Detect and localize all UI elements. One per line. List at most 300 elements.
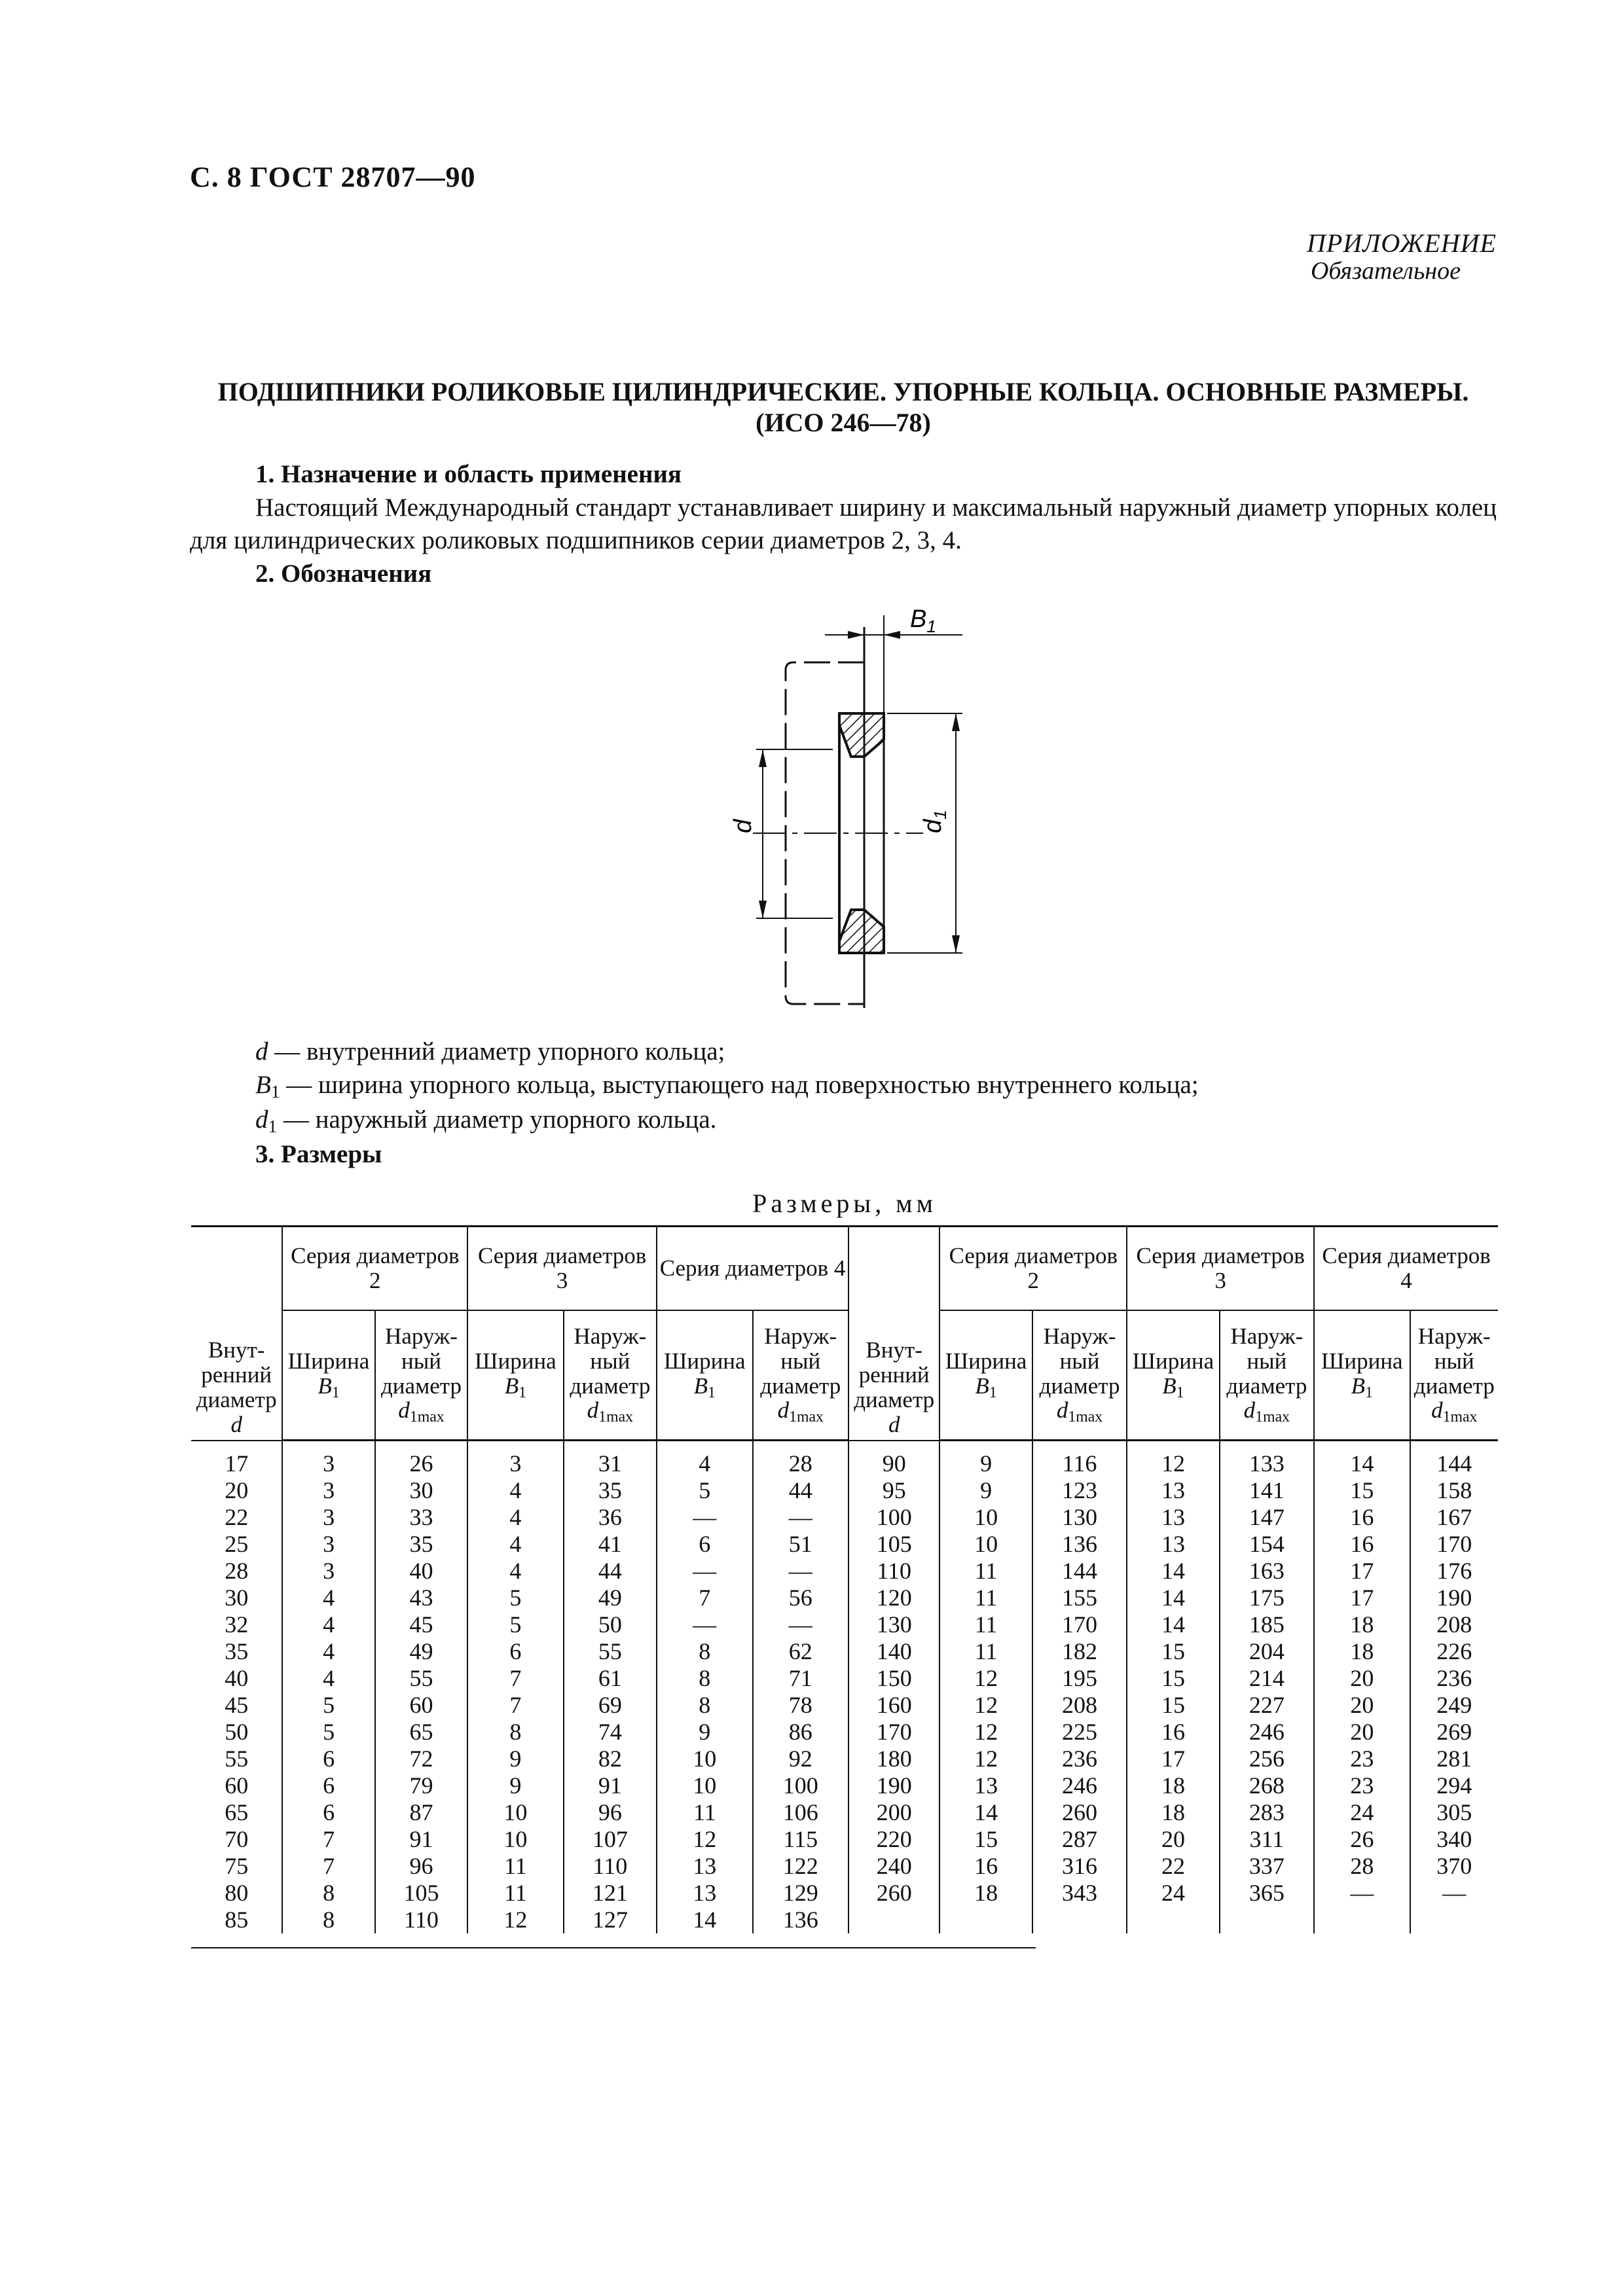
- table-cell: 15: [1127, 1638, 1219, 1665]
- table-cell: 11: [939, 1585, 1032, 1611]
- table-cell: 8: [282, 1907, 374, 1933]
- table-cell: —: [753, 1558, 848, 1585]
- appendix-title: ПРИЛОЖЕНИЕ: [1307, 228, 1497, 258]
- table-cell: 163: [1220, 1558, 1314, 1585]
- table-cell: 158: [1410, 1477, 1498, 1504]
- table-cell: 4: [282, 1585, 374, 1611]
- header-series-3-left: Серия диаметров 3: [467, 1227, 657, 1311]
- table-cell: 236: [1410, 1665, 1498, 1692]
- table-cell: 96: [564, 1799, 657, 1826]
- table-cell: 154: [1220, 1531, 1314, 1558]
- table-cell: 283: [1220, 1799, 1314, 1826]
- table-cell: 4: [282, 1611, 374, 1638]
- table-cell: 4: [467, 1477, 563, 1504]
- table-cell: 9: [467, 1772, 563, 1799]
- table-cell: 240: [848, 1853, 939, 1880]
- table-cell: 3: [282, 1441, 374, 1478]
- table-row: [191, 1907, 1498, 1933]
- table-cell: 294: [1410, 1772, 1498, 1799]
- section-3-heading: 3. Размеры: [255, 1140, 382, 1169]
- table-cell: 23: [1314, 1746, 1410, 1772]
- table-row: [191, 1746, 1498, 1772]
- table-cell: 6: [282, 1772, 374, 1799]
- table-cell: 14: [1127, 1558, 1219, 1585]
- table-row: [191, 1880, 1498, 1907]
- table-cell: 4: [282, 1665, 374, 1692]
- table-cell: 10: [939, 1504, 1032, 1531]
- table-cell: 12: [467, 1907, 563, 1933]
- table-cell: 28: [191, 1558, 282, 1585]
- section-1: [190, 458, 1497, 591]
- table-cell: 316: [1032, 1853, 1127, 1880]
- table-cell: 79: [375, 1772, 467, 1799]
- table-cell: 227: [1220, 1692, 1314, 1719]
- table-cell: 120: [848, 1585, 939, 1611]
- table-cell: [848, 1907, 939, 1933]
- table-cell: 260: [848, 1880, 939, 1907]
- table-cell: 12: [939, 1719, 1032, 1746]
- table-cell: 17: [1314, 1558, 1410, 1585]
- table-cell: 141: [1220, 1477, 1314, 1504]
- table-cell: 343: [1032, 1880, 1127, 1907]
- table-cell: 69: [564, 1692, 657, 1719]
- table-cell: 200: [848, 1799, 939, 1826]
- table-cell: 85: [191, 1907, 282, 1933]
- table-cell: 5: [467, 1585, 563, 1611]
- table-cell: 28: [753, 1441, 848, 1478]
- table-body: [191, 1441, 1498, 1934]
- table-cell: 287: [1032, 1826, 1127, 1853]
- table-cell: —: [1410, 1880, 1498, 1907]
- header-outer-diameter: Наруж- ный диаметр d1max: [1410, 1310, 1498, 1441]
- table-cell: 55: [375, 1665, 467, 1692]
- table-cell: 62: [753, 1638, 848, 1665]
- header-series-4-right: Серия диаметров 4: [1314, 1227, 1498, 1311]
- table-cell: 110: [564, 1853, 657, 1880]
- table-cell: 55: [564, 1638, 657, 1665]
- table-cell: 136: [1032, 1531, 1127, 1558]
- table-cell: 9: [939, 1477, 1032, 1504]
- table-cell: 49: [564, 1585, 657, 1611]
- header-width: Ширина B1: [657, 1310, 752, 1441]
- table-row: [191, 1504, 1498, 1531]
- table-cell: 110: [848, 1558, 939, 1585]
- table-cell: 195: [1032, 1665, 1127, 1692]
- table-cell: 20: [191, 1477, 282, 1504]
- table-cell: 150: [848, 1665, 939, 1692]
- table-cell: —: [1314, 1880, 1410, 1907]
- table-cell: 7: [282, 1853, 374, 1880]
- table-cell: 6: [657, 1531, 752, 1558]
- table-cell: 45: [375, 1611, 467, 1638]
- table-cell: 122: [753, 1853, 848, 1880]
- table-cell: 35: [564, 1477, 657, 1504]
- table-cell: 136: [753, 1907, 848, 1933]
- header-outer-diameter: Наруж- ный диаметр d1max: [1032, 1310, 1127, 1441]
- table-cell: 175: [1220, 1585, 1314, 1611]
- table-cell: 107: [564, 1826, 657, 1853]
- table-cell: 90: [848, 1441, 939, 1478]
- table-row: [191, 1772, 1498, 1799]
- table-cell: [1127, 1907, 1219, 1933]
- d1-arrow-top: [952, 713, 960, 731]
- table-cell: 71: [753, 1665, 848, 1692]
- table-cell: 10: [657, 1746, 752, 1772]
- d1-arrow-bottom: [952, 935, 960, 953]
- legend-b1: $B_1$ — ширина упорного кольца, выступающего над поверхностью внутреннего кольца;: [255, 1070, 1199, 1102]
- table-cell: 220: [848, 1826, 939, 1853]
- table-cell: 116: [1032, 1441, 1127, 1478]
- legend-d1: $d_1$ — наружный диаметр упорного кольца.: [255, 1105, 717, 1136]
- table-cell: 18: [1127, 1799, 1219, 1826]
- table-cell: 12: [939, 1665, 1032, 1692]
- table-cell: 78: [753, 1692, 848, 1719]
- table-cell: 8: [657, 1665, 752, 1692]
- table-cell: 20: [1314, 1719, 1410, 1746]
- table-cell: 226: [1410, 1638, 1498, 1665]
- table-row: [191, 1585, 1498, 1611]
- table-cell: 17: [191, 1441, 282, 1478]
- d-label: d: [729, 819, 757, 833]
- table-caption: Размеры, мм: [752, 1189, 937, 1218]
- table-cell: 17: [1314, 1585, 1410, 1611]
- table-cell: 7: [467, 1665, 563, 1692]
- table-cell: 214: [1220, 1665, 1314, 1692]
- table-cell: 15: [1127, 1692, 1219, 1719]
- table-cell: 31: [564, 1441, 657, 1478]
- ring-section-bottom: [839, 910, 884, 953]
- table-cell: 18: [1314, 1638, 1410, 1665]
- table-cell: 365: [1220, 1880, 1314, 1907]
- table-cell: 50: [191, 1719, 282, 1746]
- table-cell: 75: [191, 1853, 282, 1880]
- table-cell: 10: [467, 1826, 563, 1853]
- table-cell: 249: [1410, 1692, 1498, 1719]
- header-inner-diameter-right: Внут- ренний диаметр d: [848, 1227, 939, 1441]
- symbols-legend: [255, 1035, 1199, 1172]
- table-row: [191, 1441, 1498, 1478]
- table-cell: [1410, 1907, 1498, 1933]
- table-cell: 7: [467, 1692, 563, 1719]
- table-cell: 16: [939, 1853, 1032, 1880]
- table-cell: 6: [282, 1746, 374, 1772]
- table-row: [191, 1826, 1498, 1853]
- table-cell: 4: [282, 1638, 374, 1665]
- table-cell: 25: [191, 1531, 282, 1558]
- header-outer-diameter: Наруж- ный диаметр d1max: [753, 1310, 848, 1441]
- table-cell: 190: [1410, 1585, 1498, 1611]
- table-cell: 144: [1410, 1441, 1498, 1478]
- table-cell: 12: [939, 1746, 1032, 1772]
- table-cell: 50: [564, 1611, 657, 1638]
- table-cell: 30: [375, 1477, 467, 1504]
- header-series-3-right: Серия диаметров 3: [1127, 1227, 1314, 1311]
- table-cell: 11: [939, 1558, 1032, 1585]
- table-cell: 167: [1410, 1504, 1498, 1531]
- table-cell: 110: [375, 1907, 467, 1933]
- table-cell: 44: [564, 1558, 657, 1585]
- ring-section-top: [839, 713, 884, 757]
- table-cell: 95: [848, 1477, 939, 1504]
- table-cell: 147: [1220, 1504, 1314, 1531]
- header-outer-diameter: Наруж- ный диаметр d1max: [1220, 1310, 1314, 1441]
- table-cell: [1314, 1907, 1410, 1933]
- document-title: [190, 376, 1497, 438]
- table-cell: —: [753, 1504, 848, 1531]
- section-2-heading: 2. Обозначения: [255, 560, 432, 588]
- table-cell: 14: [1127, 1611, 1219, 1638]
- page-header: С. 8 ГОСТ 28707—90: [190, 161, 476, 193]
- section-1-text: Настоящий Международный стандарт устанавливает ширину и максимальный наружный диаметр упорных колец для цилиндрических роликовых подшипников серии диаметров 2, 3, 4.: [190, 493, 1497, 555]
- table-cell: 74: [564, 1719, 657, 1746]
- table-cell: 12: [657, 1826, 752, 1853]
- header-width: Ширина B1: [467, 1310, 563, 1441]
- d-arrow-bottom: [759, 901, 767, 918]
- table-cell: 87: [375, 1799, 467, 1826]
- header-width: Ширина B1: [939, 1310, 1032, 1441]
- table-row: [191, 1611, 1498, 1638]
- table-cell: 4: [467, 1504, 563, 1531]
- table-cell: 14: [1127, 1585, 1219, 1611]
- d-arrow-top: [759, 749, 767, 767]
- table-cell: 41: [564, 1531, 657, 1558]
- table-cell: 9: [467, 1746, 563, 1772]
- table-cell: 129: [753, 1880, 848, 1907]
- table-cell: 9: [939, 1441, 1032, 1478]
- table-cell: 11: [939, 1638, 1032, 1665]
- table-cell: 14: [1314, 1441, 1410, 1478]
- table-cell: 16: [1314, 1531, 1410, 1558]
- table-cell: 3: [282, 1531, 374, 1558]
- table-cell: 8: [657, 1692, 752, 1719]
- table-row: [191, 1719, 1498, 1746]
- table-cell: 180: [848, 1746, 939, 1772]
- table-cell: 28: [1314, 1853, 1410, 1880]
- table-cell: 17: [1127, 1746, 1219, 1772]
- table-cell: 7: [282, 1826, 374, 1853]
- table-cell: 60: [375, 1692, 467, 1719]
- table-cell: 15: [1314, 1477, 1410, 1504]
- table-cell: 36: [564, 1504, 657, 1531]
- table-cell: 10: [467, 1799, 563, 1826]
- table-cell: 8: [282, 1880, 374, 1907]
- table-cell: 96: [375, 1853, 467, 1880]
- table-cell: 100: [753, 1772, 848, 1799]
- table-cell: 22: [191, 1504, 282, 1531]
- table-cell: 23: [1314, 1772, 1410, 1799]
- table-cell: 5: [657, 1477, 752, 1504]
- table-cell: 144: [1032, 1558, 1127, 1585]
- table-cell: 4: [467, 1531, 563, 1558]
- table-cell: 182: [1032, 1638, 1127, 1665]
- table-cell: 9: [657, 1719, 752, 1746]
- table-cell: 269: [1410, 1719, 1498, 1746]
- d1-label: $d_1$: [919, 810, 950, 833]
- table-cell: 370: [1410, 1853, 1498, 1880]
- table-cell: 70: [191, 1826, 282, 1853]
- table-cell: 18: [1127, 1772, 1219, 1799]
- table-cell: 91: [375, 1826, 467, 1853]
- table-cell: 44: [753, 1477, 848, 1504]
- table-cell: 105: [375, 1880, 467, 1907]
- table-cell: 33: [375, 1504, 467, 1531]
- table-cell: 208: [1032, 1692, 1127, 1719]
- table-cell: 82: [564, 1746, 657, 1772]
- table-cell: [1220, 1907, 1314, 1933]
- table-cell: 246: [1220, 1719, 1314, 1746]
- table-cell: 45: [191, 1692, 282, 1719]
- table-cell: 80: [191, 1880, 282, 1907]
- table-row: [191, 1799, 1498, 1826]
- document-title-line1: ПОДШИПНИКИ РОЛИКОВЫЕ ЦИЛИНДРИЧЕСКИЕ. УПОРНЫЕ КОЛЬЦА. ОСНОВНЫЕ РАЗМЕРЫ.: [217, 377, 1469, 406]
- table-cell: 170: [1032, 1611, 1127, 1638]
- table-cell: 14: [657, 1907, 752, 1933]
- table-cell: 185: [1220, 1611, 1314, 1638]
- table-cell: 6: [282, 1799, 374, 1826]
- header-series-4-left: Серия диаметров 4: [657, 1227, 848, 1311]
- table-cell: 311: [1220, 1826, 1314, 1853]
- header-width: Ширина B1: [1314, 1310, 1410, 1441]
- table-cell: 35: [191, 1638, 282, 1665]
- table-row: [191, 1692, 1498, 1719]
- table-cell: 305: [1410, 1799, 1498, 1826]
- header-outer-diameter: Наруж- ный диаметр d1max: [375, 1310, 467, 1441]
- table-cell: 51: [753, 1531, 848, 1558]
- table-cell: 281: [1410, 1746, 1498, 1772]
- table-cell: 5: [467, 1611, 563, 1638]
- table-cell: 13: [1127, 1531, 1219, 1558]
- legend-d: d — внутренний диаметр упорного кольца;: [255, 1037, 725, 1066]
- table-cell: [1032, 1907, 1127, 1933]
- table-cell: 256: [1220, 1746, 1314, 1772]
- table-cell: 204: [1220, 1638, 1314, 1665]
- table-cell: 7: [657, 1585, 752, 1611]
- table-row: [191, 1638, 1498, 1665]
- table-cell: 13: [657, 1880, 752, 1907]
- table-cell: 340: [1410, 1826, 1498, 1853]
- table-cell: 8: [657, 1638, 752, 1665]
- appendix-label: [1307, 229, 1497, 285]
- table-cell: 190: [848, 1772, 939, 1799]
- table-cell: 55: [191, 1746, 282, 1772]
- table-cell: 92: [753, 1746, 848, 1772]
- table-cell: 24: [1127, 1880, 1219, 1907]
- table-cell: 26: [375, 1441, 467, 1478]
- table-cell: 20: [1314, 1692, 1410, 1719]
- table-cell: 11: [939, 1611, 1032, 1638]
- table-cell: 12: [1127, 1441, 1219, 1478]
- table-cell: 260: [1032, 1799, 1127, 1826]
- table-cell: 127: [564, 1907, 657, 1933]
- table-cell: 106: [753, 1799, 848, 1826]
- table-cell: 3: [282, 1477, 374, 1504]
- table-cell: 20: [1127, 1826, 1219, 1853]
- table-cell: 60: [191, 1772, 282, 1799]
- table-cell: 11: [467, 1880, 563, 1907]
- table-cell: 13: [939, 1772, 1032, 1799]
- table-row: [191, 1477, 1498, 1504]
- table-cell: 65: [375, 1719, 467, 1746]
- table-cell: 5: [282, 1692, 374, 1719]
- table-cell: 160: [848, 1692, 939, 1719]
- table-cell: —: [657, 1611, 752, 1638]
- table-cell: 40: [191, 1665, 282, 1692]
- table-cell: 3: [282, 1558, 374, 1585]
- table-cell: 6: [467, 1638, 563, 1665]
- header-inner-diameter-left: Внут- ренний диаметр d: [191, 1227, 282, 1441]
- header-series-2-right: Серия диаметров 2: [939, 1227, 1127, 1311]
- table-cell: 32: [191, 1611, 282, 1638]
- header-width: Ширина B1: [1127, 1310, 1219, 1441]
- table-cell: 8: [467, 1719, 563, 1746]
- table-cell: 13: [1127, 1477, 1219, 1504]
- table-cell: 11: [657, 1799, 752, 1826]
- table-cell: 15: [1127, 1665, 1219, 1692]
- table-cell: 11: [467, 1853, 563, 1880]
- table-cell: [939, 1907, 1032, 1933]
- b1-arrow-right: [884, 631, 900, 639]
- table-cell: 170: [848, 1719, 939, 1746]
- b1-label: $B_1$: [910, 605, 936, 636]
- table-cell: 155: [1032, 1585, 1127, 1611]
- table-cell: 14: [939, 1799, 1032, 1826]
- table-cell: 49: [375, 1638, 467, 1665]
- table-cell: 115: [753, 1826, 848, 1853]
- table-cell: 13: [657, 1853, 752, 1880]
- table-cell: 130: [1032, 1504, 1127, 1531]
- thrust-ring-diagram: [687, 589, 989, 1008]
- document-title-line2: (ИСО 246—78): [756, 408, 931, 438]
- table-cell: 40: [375, 1558, 467, 1585]
- table-cell: 176: [1410, 1558, 1498, 1585]
- table-cell: 61: [564, 1665, 657, 1692]
- table-cell: 18: [939, 1880, 1032, 1907]
- table-cell: 16: [1314, 1504, 1410, 1531]
- table-cell: 10: [939, 1531, 1032, 1558]
- table-cell: 268: [1220, 1772, 1314, 1799]
- table-row: [191, 1558, 1498, 1585]
- table-cell: 140: [848, 1638, 939, 1665]
- b1-arrow-left: [848, 631, 864, 639]
- table-cell: 20: [1314, 1665, 1410, 1692]
- table-bottom-rule: [191, 1947, 1036, 1948]
- table-cell: 246: [1032, 1772, 1127, 1799]
- table-cell: 91: [564, 1772, 657, 1799]
- table-cell: 105: [848, 1531, 939, 1558]
- table-cell: —: [657, 1558, 752, 1585]
- table-cell: 236: [1032, 1746, 1127, 1772]
- table-cell: 133: [1220, 1441, 1314, 1478]
- table-cell: 35: [375, 1531, 467, 1558]
- table-cell: 86: [753, 1719, 848, 1746]
- table-row: [191, 1665, 1498, 1692]
- table-cell: 130: [848, 1611, 939, 1638]
- table-cell: 225: [1032, 1719, 1127, 1746]
- table-cell: 337: [1220, 1853, 1314, 1880]
- table-cell: 3: [467, 1441, 563, 1478]
- table-cell: 72: [375, 1746, 467, 1772]
- table-cell: 10: [657, 1772, 752, 1799]
- table-cell: 100: [848, 1504, 939, 1531]
- header-series-2-left: Серия диаметров 2: [282, 1227, 467, 1311]
- dimensions-table: [191, 1225, 1498, 1933]
- header-width: Ширина B1: [282, 1310, 374, 1441]
- table-cell: 3: [282, 1504, 374, 1531]
- table-row: [191, 1853, 1498, 1880]
- table-cell: 15: [939, 1826, 1032, 1853]
- table-cell: 13: [1127, 1504, 1219, 1531]
- table-cell: 18: [1314, 1611, 1410, 1638]
